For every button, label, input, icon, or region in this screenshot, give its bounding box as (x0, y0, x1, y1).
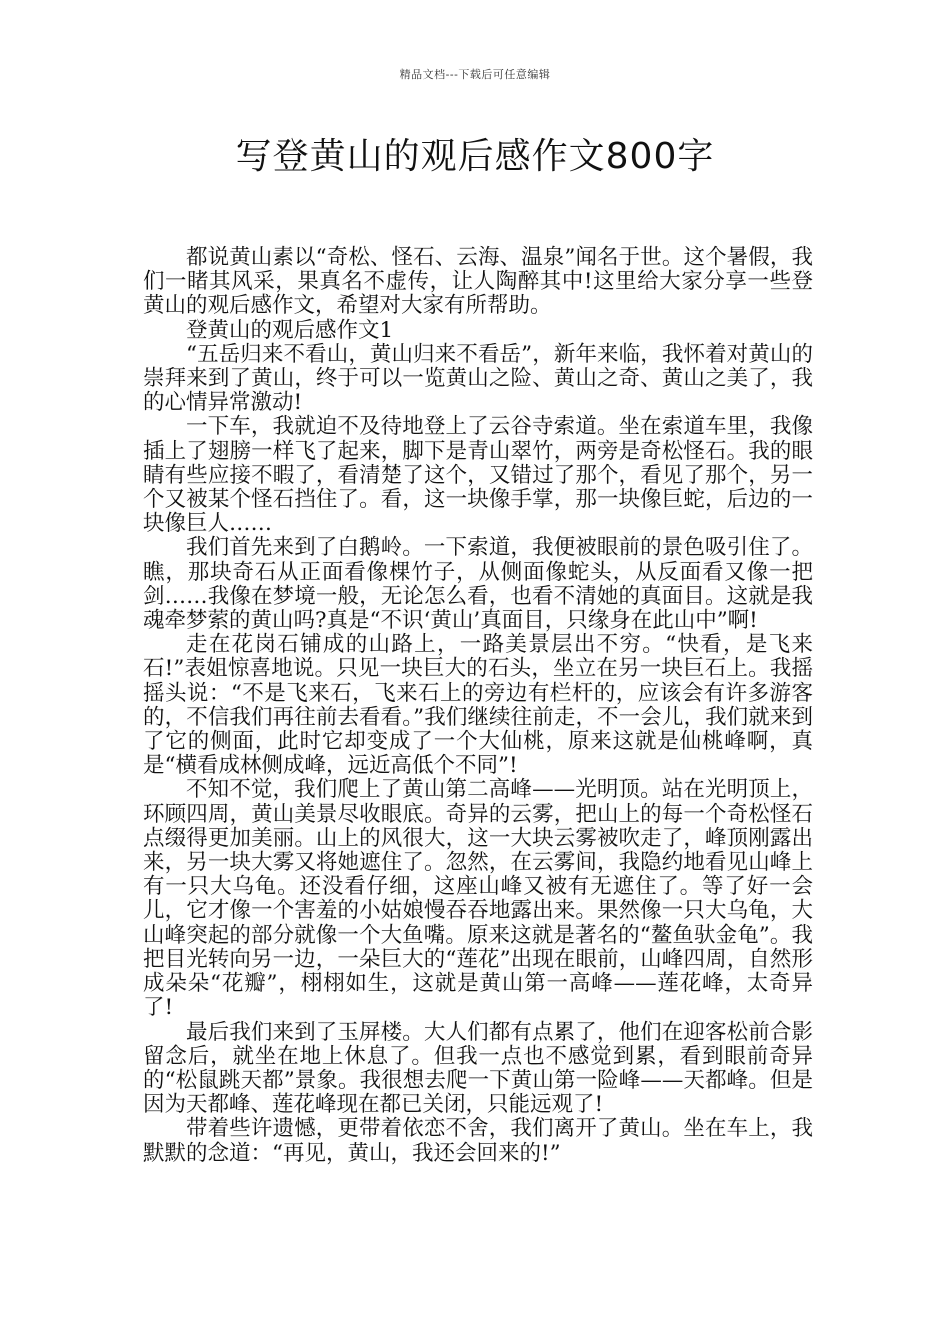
paragraph: 走在花岗石铺成的山路上，一路美景层出不穷。“快看，是飞来石!”表姐惊喜地说。只见一块巨大的石头，坐立在另一块巨石上。我摇摇头说：“不是飞来石，飞来石上的旁边有栏杆的，应该会有许多游客的，不信我们再往前去看看。”我们继续往前走，不一会儿，我们就来到了它的侧面，此时它却变成了一个大仙桃，原来这就是仙桃峰啊，真是“横看成林侧成峰，远近高低个不同”! (143, 632, 813, 779)
paragraph: 不知不觉，我们爬上了黄山第二高峰——光明顶。站在光明顶上，环顾四周，黄山美景尽收眼底。奇异的云雾，把山上的每一个奇松怪石点缀得更加美丽。山上的风很大，这一大块云雾被吹走了，峰顶刚露出来，另一块大雾又将她遮住了。忽然，在云雾间，我隐约地看见山峰上有一只大乌龟。还没看仔细，这座山峰又被有无遮住了。等了好一会儿，它才像一个害羞的小姑娘慢吞吞地露出来。果然像一只大乌龟，大山峰突起的部分就像一个大鱼嘴。原来这就是著名的“鳌鱼驮金龟”。我把目光转向另一边，一朵巨大的“莲花”出现在眼前，山峰四周，自然形成朵朵“花瓣”，栩栩如生，这就是黄山第一高峰——莲花峰，太奇异了! (143, 777, 813, 1021)
document-body (143, 246, 813, 1166)
paragraph: 带着些许遗憾，更带着依恋不舍，我们离开了黄山。坐在车上，我默默的念道：“再见，黄山，我还会回来的!” (143, 1116, 813, 1166)
paragraph: “五岳归来不看山，黄山归来不看岳”，新年来临，我怀着对黄山的崇拜来到了黄山，终于可以一览黄山之险、黄山之奇、黄山之美了，我的心情异常激动! (143, 341, 813, 416)
section-heading: 登黄山的观后感作文1 (186, 317, 394, 343)
paragraph: 一下车，我就迫不及待地登上了云谷寺索道。坐在索道车里，我像插上了翅膀一样飞了起来，脚下是青山翠竹，两旁是奇松怪石。我的眼睛有些应接不暇了，看清楚了这个，又错过了那个，看见了那个，另一个又被某个怪石挡住了。看，这一块像手掌，那一块像巨蛇，后边的一块像巨人…… (143, 414, 813, 537)
paragraph: 都说黄山素以“奇松、怪石、云海、温泉”闻名于世。这个暑假，我们一睹其风采，果真名不虚传，让人陶醉其中!这里给大家分享一些登黄山的观后感作文，希望对大家有所帮助。 (143, 245, 813, 319)
paragraph: 最后我们来到了玉屏楼。大人们都有点累了，他们在迎客松前合影留念后，就坐在地上休息了。但我一点也不感觉到累，看到眼前奇异的“松鼠跳天都”景象。我很想去爬一下黄山第一险峰——天都峰。但是因为天都峰、莲花峰现在都已关闭，只能远观了! (143, 1019, 813, 1118)
paragraph: 我们首先来到了白鹅岭。一下索道，我便被眼前的景色吸引住了。瞧，那块奇石从正面看像棵竹子，从侧面像蛇头，从反面看又像一把剑……我像在梦境一般，无论怎么看，也看不清她的真面目。这就是我魂牵梦萦的黄山吗?真是“不识‘黄山’真面目，只缘身在此山中”啊! (143, 535, 813, 634)
header-note: 精品文档---下载后可任意编辑 (399, 68, 551, 81)
document-title: 写登黄山的观后感作文800字 (235, 136, 715, 177)
